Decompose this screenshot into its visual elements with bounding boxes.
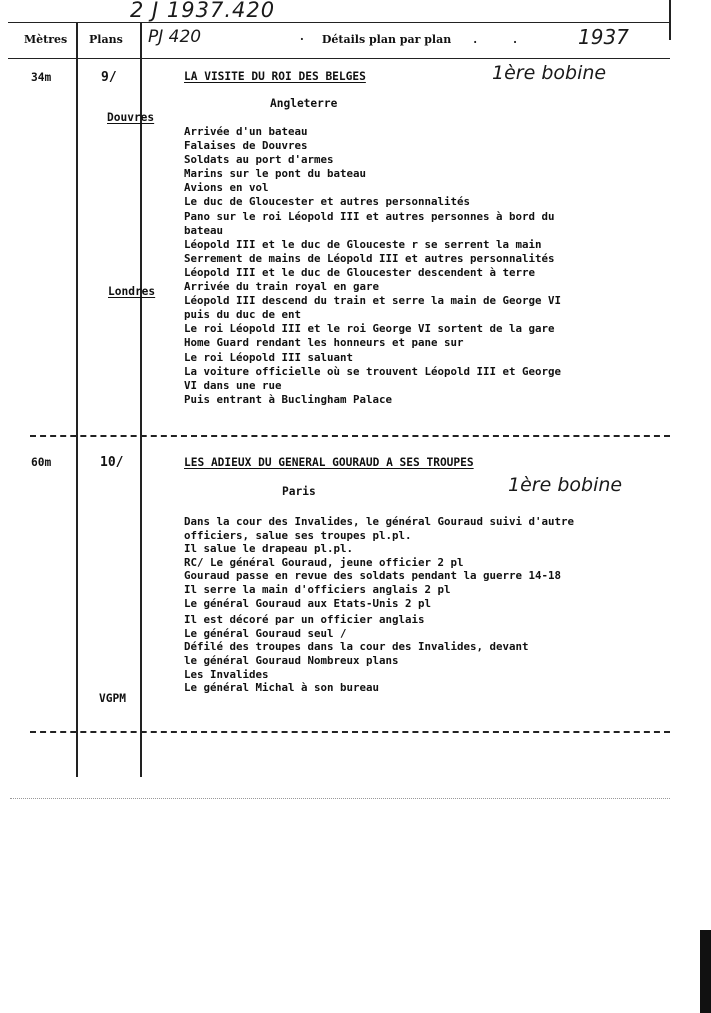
shot-line: Il est décoré par un officier anglais xyxy=(184,613,425,627)
section2-plan: 10/ xyxy=(100,455,124,470)
section1-title: LA VISITE DU ROI DES BELGES xyxy=(184,70,366,83)
section-separator-1 xyxy=(30,435,670,437)
shot-line: Le général Gouraud aux Etats-Unis 2 pl xyxy=(184,596,432,610)
shot-line: Falaises de Douvres xyxy=(184,139,308,153)
faint-bottom-rule xyxy=(10,798,670,799)
shot-line: Il serre la main d'officiers anglais 2 pl xyxy=(184,582,451,596)
column-header-details: · Détails plan par plan . . xyxy=(300,33,517,46)
section1-shot-list xyxy=(184,125,561,407)
section2-title: LES ADIEUX DU GENERAL GOURAUD A SES TROUPES xyxy=(184,456,474,469)
shot-line: RC/ Le général Gouraud, jeune officier 2 pl xyxy=(184,555,464,569)
top-reference-note: 2 J 1937.420 xyxy=(130,0,276,22)
shot-line: Serrement de mains de Léopold III et autres personnalités xyxy=(184,251,555,265)
section2-shot-list xyxy=(184,515,574,695)
header-bottom-rule xyxy=(8,58,670,59)
shot-line: Les Invalides xyxy=(184,667,269,681)
shot-line: La voiture officielle où se trouvent Léopold III et George xyxy=(184,364,562,378)
section1-place: Angleterre xyxy=(270,97,338,110)
shot-line: Le général Gouraud seul / xyxy=(184,626,347,640)
section2-margin-label-vgpm: VGPM xyxy=(99,692,126,705)
section1-plan: 9/ xyxy=(101,70,117,85)
shot-line: Léopold III et le duc de Glouceste r se serrent la main xyxy=(184,237,542,251)
shot-line: bateau xyxy=(184,223,224,237)
scan-edge xyxy=(700,930,711,1013)
column-divider-2 xyxy=(140,22,142,777)
shot-line: Arrivée du train royal en gare xyxy=(184,280,380,294)
shot-line: Soldats au port d'armes xyxy=(184,153,334,167)
shot-line: Le duc de Gloucester et autres personnalités xyxy=(184,195,471,209)
column-header-metres: Mètres xyxy=(24,33,68,46)
shot-line: Dans la cour des Invalides, le général Gouraud suivi d'autre xyxy=(184,515,575,528)
shot-line: officiers, salue ses troupes pl.pl. xyxy=(184,528,412,542)
section1-reel-note: 1ère bobine xyxy=(492,62,607,84)
shot-line: Puis entrant à Buclingham Palace xyxy=(184,392,393,406)
details-label: Détails plan par plan xyxy=(321,33,452,46)
section1-margin-label-londres: Londres xyxy=(108,285,156,298)
section2-metres: 60m xyxy=(31,456,52,469)
shot-line: Arrivée d'un bateau xyxy=(184,125,308,138)
section1-margin-label-douvres: Douvres xyxy=(107,111,155,124)
right-edge-rule xyxy=(669,0,671,40)
shot-line: Marins sur le pont du bateau xyxy=(184,167,367,181)
shot-line: Léopold III descend du train et serre la main de George VI xyxy=(184,294,562,308)
shot-line: Home Guard rendant les honneurs et pane sur xyxy=(184,336,464,350)
shot-line: Léopold III et le duc de Gloucester descendent à terre xyxy=(184,265,536,279)
shot-line: Avions en vol xyxy=(184,181,269,195)
shot-line: Défilé des troupes dans la cour des Invalides, devant xyxy=(184,640,529,654)
shot-line: Le roi Léopold III saluant xyxy=(184,350,354,364)
shot-line: VI dans une rue xyxy=(184,378,282,392)
shot-line: Le roi Léopold III et le roi George VI sortent de la gare xyxy=(184,322,555,336)
handwritten-reference: PJ 420 xyxy=(148,27,202,47)
header-top-rule xyxy=(8,22,670,23)
column-header-plans: Plans xyxy=(89,33,123,46)
shot-line: Il salue le drapeau pl.pl. xyxy=(184,542,354,556)
column-divider-1 xyxy=(76,22,78,777)
section2-reel-note: 1ère bobine xyxy=(508,474,623,496)
section2-place: Paris xyxy=(282,485,316,498)
shot-line: Pano sur le roi Léopold III et autres personnes à bord du xyxy=(184,209,555,223)
section-separator-2 xyxy=(30,731,670,733)
handwritten-year: 1937 xyxy=(578,25,629,49)
section1-metres: 34m xyxy=(31,71,52,84)
shot-line: Le général Michal à son bureau xyxy=(184,681,380,695)
shot-line: le général Gouraud Nombreux plans xyxy=(184,653,399,667)
shot-line: Gouraud passe en revue des soldats pendant la guerre 14-18 xyxy=(184,569,562,583)
shot-line: puis du duc de ent xyxy=(184,308,302,322)
